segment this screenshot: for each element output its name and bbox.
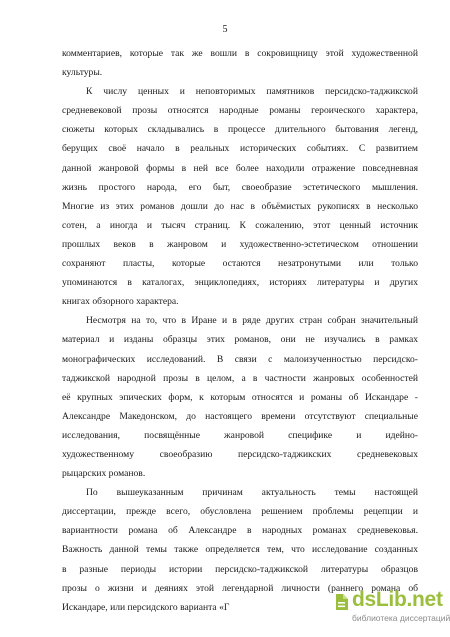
text-line: сюжеты которых складывались в процессе длительного бытования легенд, bbox=[62, 124, 418, 136]
page-number: 5 bbox=[222, 24, 228, 35]
text-line: упоминаются в каталогах, энциклопедиях, историях литературы и других bbox=[62, 277, 418, 289]
text-line: таджикской народной прозы в целом, а в частности жанровых особенностей bbox=[62, 372, 418, 384]
text-line: Александре Македонском, до настоящего времени отсутствуют специальные bbox=[62, 410, 418, 422]
text-line: материал и изданы образцы этих романов, они не изучались в рамках bbox=[62, 334, 418, 346]
text-line: книгах обзорного характера. bbox=[62, 296, 179, 308]
text-line: диссертации, прежде всего, обусловлена решением проблемы рецепции и bbox=[62, 506, 418, 518]
text-line: Многие из этих романов дошли до нас в объёмистых рукописях в несколько bbox=[62, 200, 418, 212]
text-line: комментариев, которые так же вошли в сокровищницу этой художественной bbox=[62, 48, 418, 59]
text-line: жизнь простого народа, его быт, своеобразие эстетического мышления. bbox=[62, 181, 418, 193]
text-line: сотен, а иногда и тысяч страниц. К сожалению, этот ценный источник bbox=[62, 219, 418, 231]
text-line: в разные периоды истории персидско-таджикской литературы образцов bbox=[62, 563, 418, 575]
body-text bbox=[62, 44, 418, 617]
text-line: её крупных эпических форм, к которым относятся и романы об Искандаре - bbox=[62, 391, 418, 403]
text-line: сохраняют пласты, которые остаются незатронутыми или только bbox=[62, 258, 418, 270]
text-line: По вышеуказанным причинам актуальность темы настоящей bbox=[86, 487, 418, 499]
text-line: К числу ценных и неповторимых памятников персидско-таджикской bbox=[86, 86, 418, 98]
text-line: берущих своё начало в реальных исторических событиях. С развитием bbox=[62, 143, 418, 155]
ds-logo-icon bbox=[334, 592, 350, 612]
text-line: Важность данной темы также определяется тем, что исследование созданных bbox=[62, 544, 418, 556]
text-line: средневековой прозы относятся народные романы героического характера, bbox=[62, 105, 418, 117]
text-line: культуры. bbox=[62, 67, 103, 79]
text-line: исследования, посвящённые жанровой специфике и идейно- bbox=[62, 429, 418, 441]
watermark-subtitle: библиотека диссертаций bbox=[352, 613, 450, 623]
text-line: монографических исследований. В связи с малоизученностью персидско- bbox=[62, 353, 418, 365]
text-line: рыцарских романов. bbox=[62, 468, 146, 480]
text-line: Искандаре, или персидского варианта «Г bbox=[62, 601, 230, 613]
text-line: данной жанровой формы в ней все более находили отражение повседневная bbox=[62, 162, 418, 174]
text-line: художественному своеобразию персидско-таджикских средневековых bbox=[62, 448, 418, 460]
text-line: вариантности романа об Александре в народных романах средневековья. bbox=[62, 525, 418, 537]
watermark bbox=[334, 588, 450, 630]
text-line: прозы о жизни и деяниях этой легендарной личности (раннего романа об bbox=[62, 582, 418, 594]
text-line: прошлых веков в жанровом и художественно-эстетическом отношении bbox=[62, 238, 418, 250]
text-line: Несмотря на то, что в Иране и в ряде других стран собран значительный bbox=[86, 315, 418, 327]
watermark-brand: dsLib.net bbox=[352, 588, 443, 611]
